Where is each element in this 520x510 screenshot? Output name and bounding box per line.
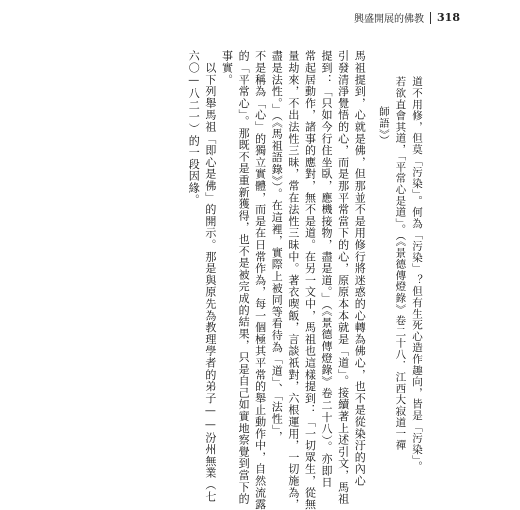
quote-line: 道不用修，但莫「污染」。何為「污染」？但有生死心造作趣向，皆是「污染」。	[411, 76, 423, 473]
paragraph-spacer	[367, 50, 375, 490]
body-line: 盡是法性。」（《馬祖語錄》）。在這裡，實際上被同等看待為「道」、「法性」，	[270, 50, 284, 443]
body-line: 提到：「只如今行住坐臥，應機接物，盡是道。」（《景德傳燈錄》卷二十八）。亦即日	[320, 50, 334, 489]
body-line: 馬祖提到，心就是佛，但那並不是用修行將迷惑的心轉為佛心，也不是從染汙的內心	[353, 50, 367, 487]
body-line: 不是稱為「心」的獨立實體，而是在日常作為，每一個極其平常的舉止動作中，自然流露	[253, 50, 267, 510]
body-line: 量劫來，不出法性三昧，常在法性三昧中。著衣喫飯，言談祇對，六根運用，一切施為，	[286, 50, 300, 510]
body-line: 六〇—八二一）的一段因緣。	[187, 50, 201, 206]
header-divider	[430, 12, 431, 24]
page-header	[354, 10, 460, 25]
body-line: 引發清淨覺悟的心，而是那平常當下的心，原原本本就是「道」。接續著上述引文，馬祖	[336, 50, 350, 505]
body-line: 以下列舉馬祖「即心是佛」的開示。那是與原先為教理學者的弟子——汾州無業（七	[203, 50, 217, 503]
vertical-text-body	[185, 50, 425, 510]
body-line: 的「平常心」。那既不是重新獲得，也不是被完成的結果，只是自己如實地察覺到當下的	[237, 50, 251, 505]
quote-line: 若欲直會其道，「平常心是道」。（《景德傳燈錄》卷二十八．江西大寂道一禪	[394, 76, 407, 451]
body-line: 常起居動作，諸事的應對，無不是道。在另一文中，馬祖也這樣提到：「一切眾生，從無	[303, 50, 317, 510]
quote-line: 師語》）	[377, 106, 390, 146]
body-line: 事實。	[220, 50, 234, 86]
page-number: 318	[437, 11, 460, 24]
running-title: 興盛開展的佛教	[354, 14, 425, 25]
